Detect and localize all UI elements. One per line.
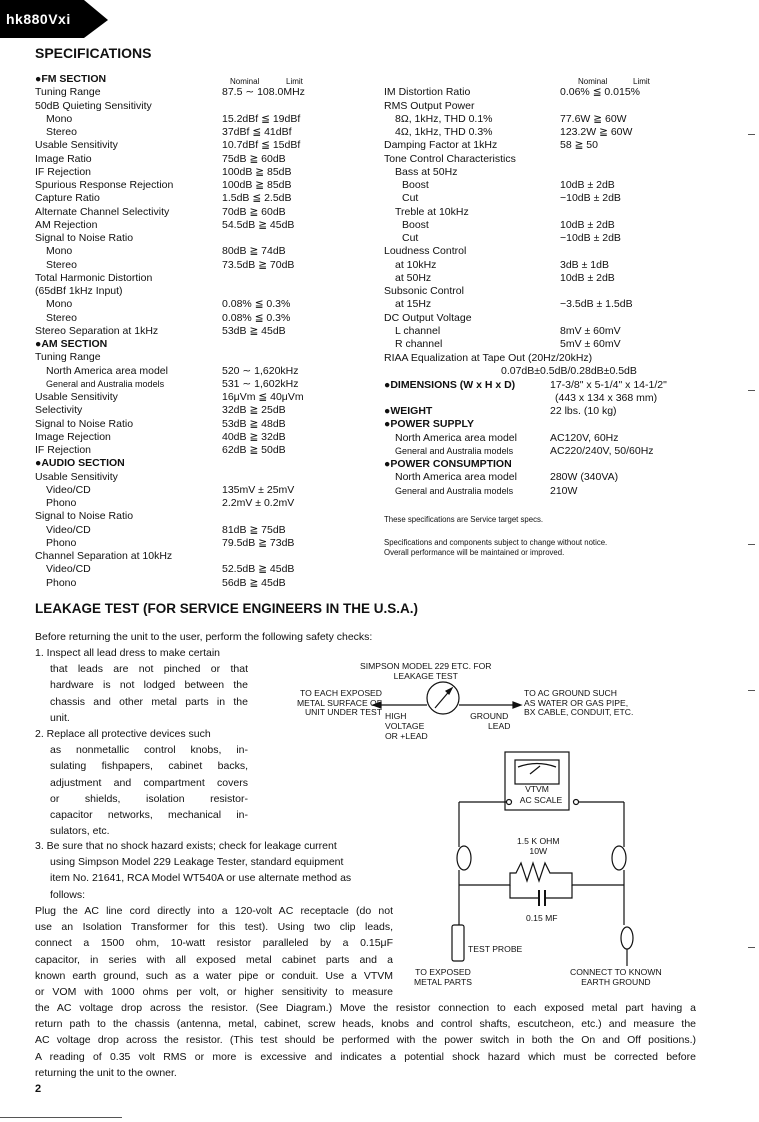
ground-lead-label bbox=[468, 712, 510, 731]
right-spec-label: Boost bbox=[402, 179, 429, 191]
left-spec-label: Signal to Noise Ratio bbox=[35, 510, 134, 523]
simpson-line-1: SIMPSON MODEL 229 ETC. FOR bbox=[360, 661, 492, 671]
item3-line: using Simpson Model 229 Leakage Tester, standard equipment bbox=[50, 856, 344, 869]
high-label: HIGH bbox=[385, 711, 407, 721]
left-spec-value: 80dB ≧ 74dB bbox=[222, 245, 286, 258]
item3-line: item No. 21641, RCA Model WT540A or use alternate method as bbox=[50, 872, 352, 885]
left-spec-label: Phono bbox=[46, 576, 77, 589]
power-consumption-general-value: 210W bbox=[550, 484, 578, 497]
right-spec-value: 8mV ± 60mV bbox=[560, 324, 621, 337]
capacitor-label: 0.15 MF bbox=[526, 913, 558, 923]
voltage-label bbox=[385, 722, 428, 741]
left-spec-value: 135mV ± 25mV bbox=[222, 483, 295, 496]
model-name: hk880Vxi bbox=[6, 11, 71, 27]
paragraph-line: returning the unit to the owner. bbox=[35, 1066, 177, 1079]
left-spec-value: 52.5dB ≧ 45dB bbox=[222, 563, 295, 576]
right-spec-label: Treble at 10kHz bbox=[395, 205, 469, 218]
left-spec-value: 56dB ≧ 45dB bbox=[222, 576, 286, 589]
page-number: 2 bbox=[35, 1083, 42, 1095]
unit-label-1: TO EACH EXPOSED bbox=[300, 688, 382, 698]
right-spec-label: at 15Hz bbox=[395, 298, 432, 311]
resistor-label bbox=[517, 837, 560, 856]
resistor-line-1: 1.5 K OHM bbox=[517, 836, 560, 846]
item1-line: unit. bbox=[50, 711, 70, 724]
ground-lead-line-1: GROUND bbox=[470, 711, 509, 721]
item2-line: sulating fishpapers, cabinet backs, bbox=[50, 760, 248, 773]
simpson-line-2: LEAKAGE TEST bbox=[393, 670, 458, 681]
right-spec-label: RMS Output Power bbox=[384, 99, 475, 112]
left-spec-value: 87.5 ∼ 108.0MHz bbox=[222, 86, 305, 99]
right-spec-label: Cut bbox=[402, 192, 419, 205]
left-spec-value: 70dB ≧ 60dB bbox=[222, 205, 286, 218]
earth-ground-label bbox=[570, 968, 662, 987]
exposed-parts-label bbox=[414, 968, 472, 987]
item2-line: or shields, isolation resistor- bbox=[50, 792, 248, 805]
test-probe-icon bbox=[452, 925, 464, 961]
paragraph-line: connect a 1500 ohm, 10-watt resistor paralleled by a 0.15μF bbox=[35, 937, 393, 950]
right-spec-value: −3.5dB ± 1.5dB bbox=[560, 298, 633, 311]
left-spec-label: ●AM SECTION bbox=[35, 338, 108, 350]
right-spec-value: 123.2W ≧ 60W bbox=[560, 126, 633, 138]
riaa-label: RIAA Equalization at Tape Out (20Hz/20kHz) bbox=[384, 352, 593, 364]
dimensions-metric: (443 x 134 x 368 mm) bbox=[555, 392, 658, 405]
right-spec-value: 0.06% ≦ 0.015% bbox=[560, 86, 641, 99]
simpson-label bbox=[360, 662, 491, 681]
right-spec-label: at 10kHz bbox=[395, 258, 437, 271]
exposed-line-1: TO EXPOSED bbox=[415, 967, 471, 977]
right-spec-label: Boost bbox=[402, 218, 429, 231]
item2-line: sulators, etc. bbox=[50, 825, 110, 838]
left-spec-value: 32dB ≧ 25dB bbox=[222, 404, 286, 417]
ground-label-3: BX CABLE, CONDUIT, ETC. bbox=[524, 707, 634, 717]
left-spec-label: Video/CD bbox=[46, 483, 91, 496]
item1-line: hardware is not lodged between the bbox=[50, 679, 248, 692]
right-spec-label: at 50Hz bbox=[395, 271, 432, 284]
paragraph-line: or VOM with 1000 ohms per volt, or higher sensitivity to measure bbox=[35, 986, 393, 999]
left-spec-label: Tuning Range bbox=[35, 351, 101, 364]
left-spec-label: IF Rejection bbox=[35, 165, 92, 178]
left-spec-label: Mono bbox=[46, 298, 73, 311]
left-spec-value: 15.2dBf ≦ 19dBf bbox=[222, 112, 301, 125]
left-spec-label: Usable Sensitivity bbox=[35, 139, 118, 152]
right-spec-label: Tone Control Characteristics bbox=[384, 152, 516, 165]
left-spec-label: Image Ratio bbox=[35, 152, 92, 165]
left-spec-label: 50dB Quieting Sensitivity bbox=[35, 99, 152, 112]
left-spec-label: Spurious Response Rejection bbox=[35, 179, 174, 191]
change-note-line-2: Overall performance will be maintained or improved. bbox=[384, 548, 565, 557]
right-spec-label: DC Output Voltage bbox=[384, 311, 472, 324]
right-spec-value: 5mV ± 60mV bbox=[560, 338, 621, 350]
left-spec-label: Stereo bbox=[46, 258, 77, 271]
leakage-test-title: LEAKAGE TEST (FOR SERVICE ENGINEERS IN THE U.S.A.) bbox=[35, 601, 419, 616]
left-spec-label: IF Rejection bbox=[35, 444, 92, 456]
left-spec-value: 2.2mV ± 0.2mV bbox=[222, 497, 295, 509]
power-consumption-na-label: North America area model bbox=[395, 471, 517, 484]
resistor-symbol bbox=[459, 863, 624, 885]
resistor-line-2: 10W bbox=[529, 845, 548, 856]
footer-rule bbox=[0, 1117, 122, 1118]
right-spec-label: R channel bbox=[395, 338, 443, 350]
left-spec-value: 16μVm ≦ 40μVm bbox=[222, 391, 304, 403]
power-supply-na-value: AC120V, 60Hz bbox=[550, 431, 619, 444]
nominal-header-left: Nominal bbox=[230, 77, 260, 86]
paragraph-line: return path to the chassis (antenna, metal, cabinet, screw heads, knobs and control shafts, escutcheon, etc.) and measure the bbox=[35, 1018, 696, 1031]
ac-ground-label bbox=[524, 689, 633, 718]
left-spec-value: 73.5dB ≧ 70dB bbox=[222, 258, 295, 271]
left-spec-label: Phono bbox=[46, 536, 77, 549]
left-spec-value: 53dB ≧ 45dB bbox=[222, 324, 286, 337]
item2-line: 2. Replace all protective devices such bbox=[35, 728, 211, 740]
left-spec-value: 0.08% ≦ 0.3% bbox=[222, 311, 291, 324]
right-spec-value: 58 ≧ 50 bbox=[560, 139, 598, 152]
right-spec-label: Subsonic Control bbox=[384, 285, 464, 297]
service-target-note: These specifications are Service target specs. bbox=[384, 515, 544, 524]
paragraph-line: A reading of 0.35 volt RMS or more is excessive and indicates a potential shock hazard which must be corrected before bbox=[35, 1050, 696, 1063]
item2-line: as nonmetallic control knobs, in- bbox=[50, 744, 248, 757]
unit-label-3: UNIT UNDER TEST bbox=[304, 707, 382, 717]
left-spec-value: 54.5dB ≧ 45dB bbox=[222, 218, 295, 231]
ac-scale-label: AC SCALE bbox=[519, 795, 563, 805]
right-spec-value: 10dB ± 2dB bbox=[560, 179, 615, 191]
power-consumption-label: ●POWER CONSUMPTION bbox=[384, 458, 512, 470]
change-note-line-1: Specifications and components subject to change without notice. bbox=[384, 538, 608, 547]
left-spec-value: 10.7dBf ≦ 15dBf bbox=[222, 139, 301, 152]
left-spec-label: Selectivity bbox=[35, 404, 83, 417]
left-spec-label: Capture Ratio bbox=[35, 192, 100, 205]
paragraph-line: the AC voltage drop across the resistor. (See Diagram.) Move the resistor connection to each exposed metal part having a bbox=[35, 1002, 696, 1014]
right-spec-label: Bass at 50Hz bbox=[395, 165, 458, 178]
unit-under-test-label bbox=[270, 689, 382, 718]
test-probe-label: TEST PROBE bbox=[468, 944, 523, 954]
earth-line-1: CONNECT TO KNOWN bbox=[570, 967, 662, 977]
voltage-line-1: VOLTAGE bbox=[385, 721, 425, 731]
riaa-value: 0.07dB±0.5dB/0.28dB±0.5dB bbox=[501, 365, 637, 378]
paragraph-line: use an Isolation Transformer for this test). Using two clip leads, bbox=[35, 921, 393, 934]
voltage-line-2: OR +LEAD bbox=[385, 730, 428, 741]
leakage-intro: Before returning the unit to the user, perform the following safety checks: bbox=[35, 631, 373, 643]
margin-mark bbox=[748, 544, 755, 545]
earth-line-2: EARTH GROUND bbox=[581, 976, 651, 987]
left-spec-value: 53dB ≧ 48dB bbox=[222, 417, 286, 430]
left-spec-label: Image Rejection bbox=[35, 430, 111, 443]
left-spec-value: 520 ∼ 1,620kHz bbox=[222, 364, 299, 377]
page-title: SPECIFICATIONS bbox=[35, 45, 152, 61]
left-spec-value: 81dB ≧ 75dB bbox=[222, 523, 286, 536]
item3-line: follows: bbox=[50, 888, 86, 901]
power-consumption-na-value: 280W (340VA) bbox=[550, 471, 619, 484]
left-spec-label: Usable Sensitivity bbox=[35, 391, 118, 403]
left-spec-label: Video/CD bbox=[46, 563, 91, 576]
power-supply-general-label: General and Australia models bbox=[395, 445, 514, 456]
left-spec-label: Stereo bbox=[46, 311, 77, 324]
item1-line: 1. Inspect all lead dress to make certain bbox=[35, 647, 221, 659]
left-spec-value: 37dBf ≦ 41dBf bbox=[222, 126, 292, 138]
margin-mark bbox=[748, 390, 755, 391]
power-consumption-general-label: General and Australia models bbox=[395, 485, 514, 496]
power-supply-general-value: AC220/240V, 50/60Hz bbox=[550, 444, 654, 457]
right-spec-label: Loudness Control bbox=[384, 245, 467, 258]
right-spec-label: Damping Factor at 1kHz bbox=[384, 139, 498, 152]
left-spec-value: 100dB ≧ 85dB bbox=[222, 165, 292, 178]
power-supply-label: ●POWER SUPPLY bbox=[384, 418, 474, 431]
left-spec-label: Tuning Range bbox=[35, 86, 101, 99]
left-spec-value: 62dB ≧ 50dB bbox=[222, 444, 286, 456]
ground-label-2: AS WATER OR GAS PIPE, bbox=[524, 697, 629, 708]
right-spec-label: Cut bbox=[402, 232, 419, 244]
left-spec-label: Mono bbox=[46, 112, 73, 125]
left-spec-label: Usable Sensitivity bbox=[35, 470, 118, 483]
left-spec-label: ●FM SECTION bbox=[35, 73, 107, 85]
left-spec-label: Stereo Separation at 1kHz bbox=[35, 324, 159, 337]
left-spec-label: General and Australia models bbox=[46, 378, 165, 389]
dimensions-imperial: 17-3/8" x 5-1/4" x 14-1/2" bbox=[550, 379, 667, 391]
left-spec-value: 100dB ≧ 85dB bbox=[222, 179, 292, 191]
paragraph-line: known earth ground, such as a water pipe or conduit. Use a VTVM bbox=[35, 969, 393, 982]
left-spec-value: 40dB ≧ 32dB bbox=[222, 430, 286, 443]
item2-line: capacitor networks, mechanical in- bbox=[50, 809, 248, 822]
left-spec-value: 0.08% ≦ 0.3% bbox=[222, 298, 291, 311]
dimensions-label: ●DIMENSIONS (W x H x D) bbox=[384, 379, 516, 391]
limit-header-left: Limit bbox=[286, 77, 303, 86]
right-spec-label: 8Ω, 1kHz, THD 0.1% bbox=[395, 112, 493, 125]
left-spec-label: Mono bbox=[46, 245, 73, 258]
left-spec-label: Signal to Noise Ratio bbox=[35, 417, 134, 430]
unit-label-2: METAL SURFACE OF bbox=[297, 697, 382, 708]
margin-mark bbox=[748, 134, 755, 135]
item3-line: 3. Be sure that no shock hazard exists; check for leakage current bbox=[35, 840, 337, 852]
left-spec-value: 75dB ≧ 60dB bbox=[222, 152, 286, 165]
exposed-line-2: METAL PARTS bbox=[414, 976, 472, 987]
right-spec-value: −10dB ± 2dB bbox=[560, 192, 621, 205]
right-spec-value: 10dB ± 2dB bbox=[560, 271, 615, 284]
item1-line: chassis and other metal parts in the bbox=[50, 695, 248, 708]
left-spec-label: (65dBf 1kHz Input) bbox=[35, 285, 123, 297]
ground-lead-line-2: LEAD bbox=[488, 720, 511, 731]
right-spec-value: 77.6W ≧ 60W bbox=[560, 112, 627, 125]
left-spec-label: AM Rejection bbox=[35, 218, 98, 231]
left-spec-label: Stereo bbox=[46, 126, 77, 138]
right-spec-label: L channel bbox=[395, 324, 441, 337]
left-spec-label: Signal to Noise Ratio bbox=[35, 232, 134, 244]
left-spec-value: 531 ∼ 1,602kHz bbox=[222, 377, 299, 390]
left-spec-value: 1.5dB ≦ 2.5dB bbox=[222, 192, 292, 205]
item2-line: adjustment and compartment covers bbox=[50, 776, 248, 789]
right-spec-value: 10dB ± 2dB bbox=[560, 218, 615, 231]
left-spec-label: Total Harmonic Distortion bbox=[35, 271, 153, 284]
left-spec-label: Phono bbox=[46, 497, 77, 509]
ground-label-1: TO AC GROUND SUCH bbox=[524, 688, 617, 698]
left-spec-label: Channel Separation at 10kHz bbox=[35, 550, 173, 562]
paragraph-line: capacitor, in series with all exposed metal cabinet parts and a bbox=[35, 953, 393, 966]
weight-value: 22 lbs. (10 kg) bbox=[550, 405, 617, 417]
vtvm-label: VTVM bbox=[525, 784, 549, 794]
margin-mark bbox=[748, 690, 755, 691]
right-spec-value: 3dB ± 1dB bbox=[560, 258, 609, 271]
paragraph-line: AC voltage drop across the resistor. (This test should be performed with the power switch in both the On and Off positions.) bbox=[35, 1034, 696, 1047]
paragraph-line: Plug the AC line cord directly into a 120-volt AC receptacle (do not bbox=[35, 905, 393, 917]
margin-mark bbox=[748, 947, 755, 948]
limit-header-right: Limit bbox=[633, 77, 650, 86]
left-spec-label: Video/CD bbox=[46, 523, 91, 536]
left-spec-label: ●AUDIO SECTION bbox=[35, 457, 125, 470]
right-spec-value: −10dB ± 2dB bbox=[560, 232, 621, 244]
item1-line: that leads are not pinched or that bbox=[50, 663, 248, 676]
power-supply-na-label: North America area model bbox=[395, 431, 517, 444]
weight-label: ●WEIGHT bbox=[384, 405, 433, 417]
left-spec-label: Alternate Channel Selectivity bbox=[35, 205, 170, 218]
left-spec-label: North America area model bbox=[46, 364, 168, 377]
right-spec-label: 4Ω, 1kHz, THD 0.3% bbox=[395, 126, 493, 138]
nominal-header-right: Nominal bbox=[578, 77, 608, 86]
left-spec-value: 79.5dB ≧ 73dB bbox=[222, 536, 295, 549]
right-spec-label: IM Distortion Ratio bbox=[384, 86, 471, 99]
